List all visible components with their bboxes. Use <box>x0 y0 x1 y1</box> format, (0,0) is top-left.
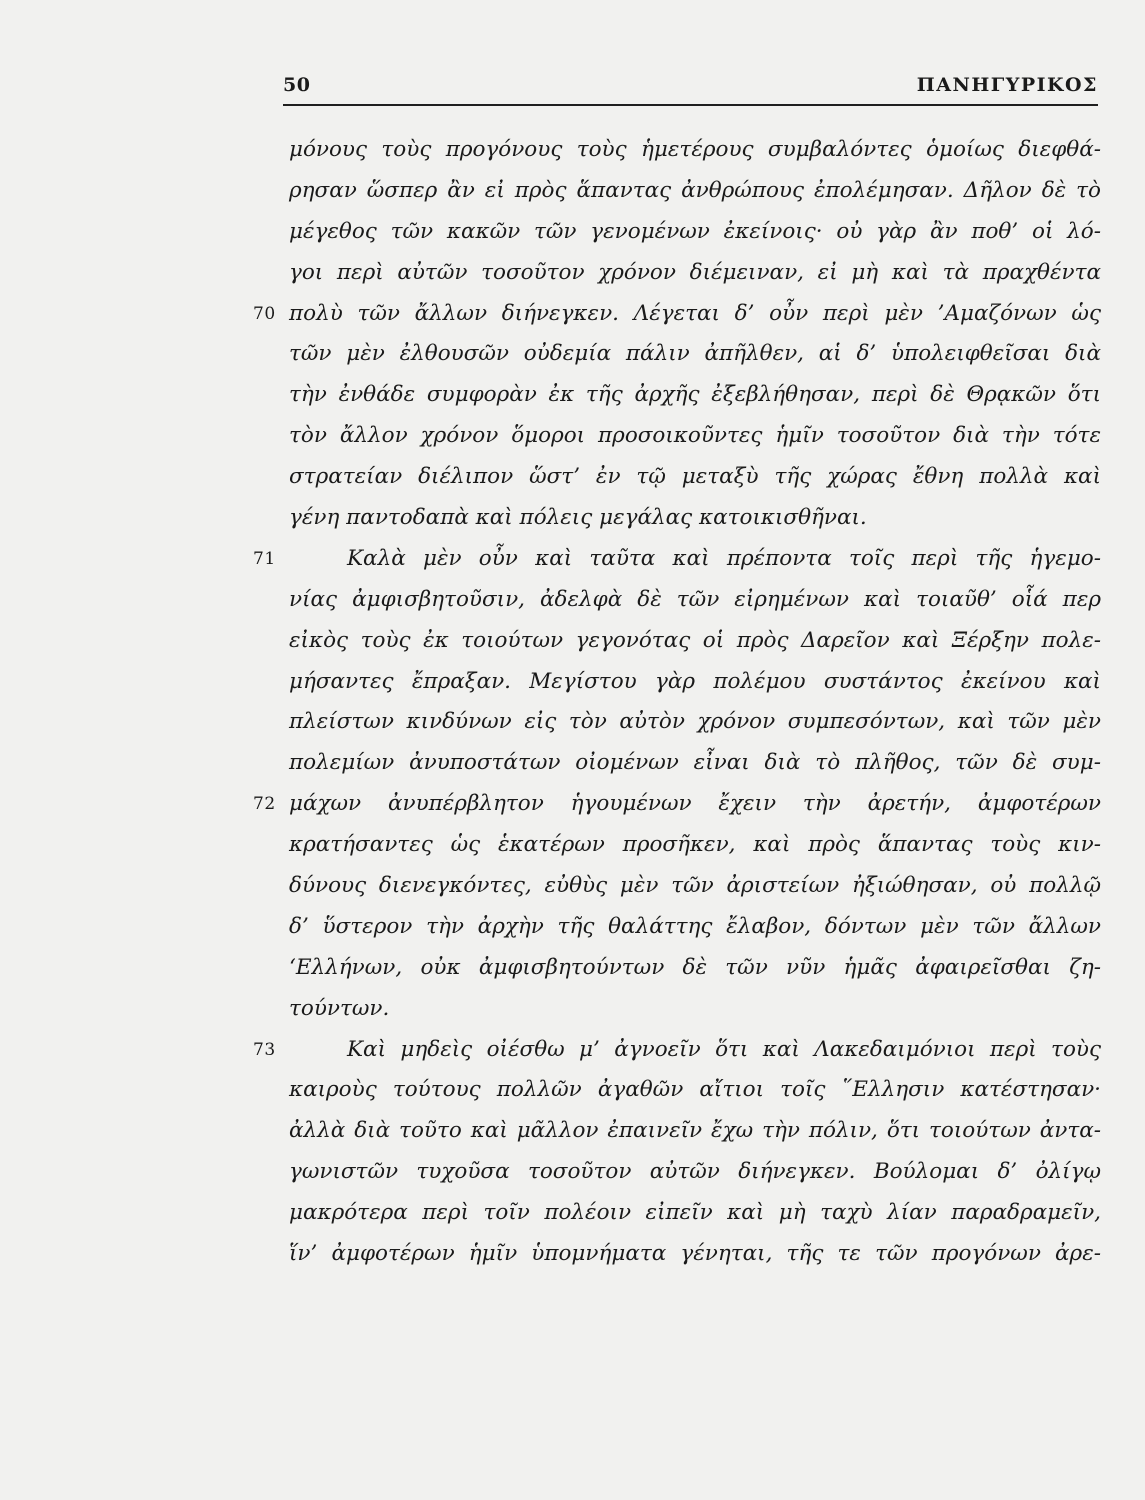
line-text: νίας ἀμφισβητοῦσιν, ἀδελφὰ δὲ τῶν εἰρημένων καὶ τοιαῦθ’ οἷά περ <box>289 586 1101 612</box>
page-header <box>283 70 1098 106</box>
text-line <box>289 498 1101 539</box>
text-line <box>289 1234 1101 1275</box>
line-text: πολεμίων ἀνυποστάτων οἰομένων εἶναι διὰ τὸ πλῆθος, τῶν δὲ συμ- <box>289 750 1101 776</box>
line-text: μακρότερα περὶ τοῖν πολέοιν εἰπεῖν καὶ μὴ ταχὺ λίαν παραδραμεῖν, <box>289 1200 1101 1226</box>
text-line <box>253 784 1101 825</box>
running-title: ΠΑΝΗΓΥΡΙΚΟΣ <box>916 74 1098 96</box>
line-text: πλείστων κινδύνων εἰς τὸν αὐτὸν χρόνον συμπεσόντων, καὶ τῶν μὲν <box>289 709 1101 735</box>
text-line <box>289 948 1101 989</box>
text-line <box>289 662 1101 703</box>
text-line <box>289 416 1101 457</box>
line-text: κρατήσαντες ὡς ἑκατέρων προσῆκεν, καὶ πρὸς ἅπαντας τοὺς κιν- <box>289 832 1101 858</box>
line-text: ρησαν ὥσπερ ἂν εἰ πρὸς ἅπαντας ἀνθρώπους ἐπολέμησαν. Δῆλον δὲ τὸ <box>289 177 1101 203</box>
line-text: μήσαντες ἔπραξαν. Μεγίστου γὰρ πολέμου συστάντος ἐκείνου καὶ <box>289 668 1101 694</box>
text-line <box>289 130 1101 171</box>
text-line <box>289 1152 1101 1193</box>
text-line <box>289 334 1101 375</box>
line-text: εἰκὸς τοὺς ἐκ τοιούτων γεγονότας οἱ πρὸς Δαρεῖον καὶ Ξέρξην πολε- <box>289 627 1101 653</box>
text-line <box>289 702 1101 743</box>
section-number: 70 <box>253 303 276 324</box>
line-text: γωνιστῶν τυχοῦσα τοσοῦτον αὐτῶν διήνεγκεν. Βούλομαι δ’ ὀλίγῳ <box>289 1159 1101 1185</box>
text-line <box>289 457 1101 498</box>
text-line <box>289 580 1101 621</box>
text-line <box>289 375 1101 416</box>
line-text: Καὶ μηδεὶς οἰέσθω μ’ ἀγνοεῖν ὅτι καὶ Λακεδαιμόνιοι περὶ τοὺς <box>347 1036 1101 1062</box>
line-text: ἵν’ ἀμφοτέρων ἡμῖν ὑπομνήματα γένηται, τῆς τε τῶν προγόνων ἀρε- <box>289 1241 1101 1267</box>
greek-text-body <box>253 130 1101 1275</box>
text-line <box>289 989 1101 1030</box>
line-text: τῶν μὲν ἐλθουσῶν οὐδεμία πάλιν ἀπῆλθεν, αἱ δ’ ὑπολειφθεῖσαι διὰ <box>289 341 1101 367</box>
text-line <box>289 825 1101 866</box>
text-line <box>289 866 1101 907</box>
section-number: 72 <box>253 794 276 815</box>
header-rule <box>283 104 1098 106</box>
text-line <box>253 294 1101 335</box>
line-text: μόνους τοὺς προγόνους τοὺς ἡμετέρους συμβαλόντες ὁμοίως διεφθά- <box>289 137 1101 162</box>
text-line <box>289 743 1101 784</box>
line-text: Καλὰ μὲν οὖν καὶ ταῦτα καὶ πρέποντα τοῖς περὶ τῆς ἡγεμο- <box>347 545 1101 571</box>
text-line <box>289 1111 1101 1152</box>
line-text: καιροὺς τούτους πολλῶν ἀγαθῶν αἴτιοι τοῖς ῞Ελλησιν κατέστησαν· <box>289 1077 1101 1103</box>
line-text: μέγεθος τῶν κακῶν τῶν γενομένων ἐκείνοις· οὐ γὰρ ἂν ποθ’ οἱ λό- <box>289 218 1101 244</box>
text-line <box>253 1030 1101 1071</box>
line-text: ‘Ελλήνων, οὐκ ἀμφισβητούντων δὲ τῶν νῦν ἡμᾶς ἀφαιρεῖσθαι ζη- <box>289 954 1101 980</box>
section-number: 71 <box>253 548 276 569</box>
line-text: τὴν ἐνθάδε συμφορὰν ἐκ τῆς ἀρχῆς ἐξεβλήθησαν, περὶ δὲ Θρᾳκῶν ὅτι <box>289 382 1101 408</box>
text-line <box>289 253 1101 294</box>
line-text: τὸν ἄλλον χρόνον ὅμοροι προσοικοῦντες ἡμῖν τοσοῦτον διὰ τὴν τότε <box>289 423 1101 449</box>
text-line <box>289 1070 1101 1111</box>
line-text: τούντων. <box>289 995 390 1021</box>
line-text: γένη παντοδαπὰ καὶ πόλεις μεγάλας κατοικισθῆναι. <box>289 505 867 531</box>
line-text: πολὺ τῶν ἄλλων διήνεγκεν. Λέγεται δ’ οὖν περὶ μὲν ’Αμαζόνων ὡς <box>289 300 1101 326</box>
text-line <box>289 907 1101 948</box>
line-text: μάχων ἀνυπέρβλητον ἡγουμένων ἔχειν τὴν ἀρετήν, ἀμφοτέρων <box>289 791 1101 817</box>
line-text: δ’ ὕστερον τὴν ἀρχὴν τῆς θαλάττης ἔλαβον, δόντων μὲν τῶν ἄλλων <box>289 913 1101 939</box>
text-line <box>289 621 1101 662</box>
line-text: ἀλλὰ διὰ τοῦτο καὶ μᾶλλον ἐπαινεῖν ἔχω τὴν πόλιν, ὅτι τοιούτων ἀντα- <box>289 1118 1101 1144</box>
section-number: 73 <box>253 1039 276 1060</box>
text-line <box>289 171 1101 212</box>
text-line <box>289 1193 1101 1234</box>
line-text: στρατείαν διέλιπον ὥστ’ ἐν τῷ μεταξὺ τῆς χώρας ἔθνη πολλὰ καὶ <box>289 464 1101 490</box>
page-number: 50 <box>283 74 311 96</box>
line-text: γοι περὶ αὐτῶν τοσοῦτον χρόνον διέμειναν, εἰ μὴ καὶ τὰ πραχθέντα <box>289 259 1101 285</box>
text-line <box>253 539 1101 580</box>
line-text: δύνους διενεγκόντες, εὐθὺς μὲν τῶν ἀριστείων ἠξιώθησαν, οὐ πολλῷ <box>289 873 1101 899</box>
text-line <box>289 212 1101 253</box>
